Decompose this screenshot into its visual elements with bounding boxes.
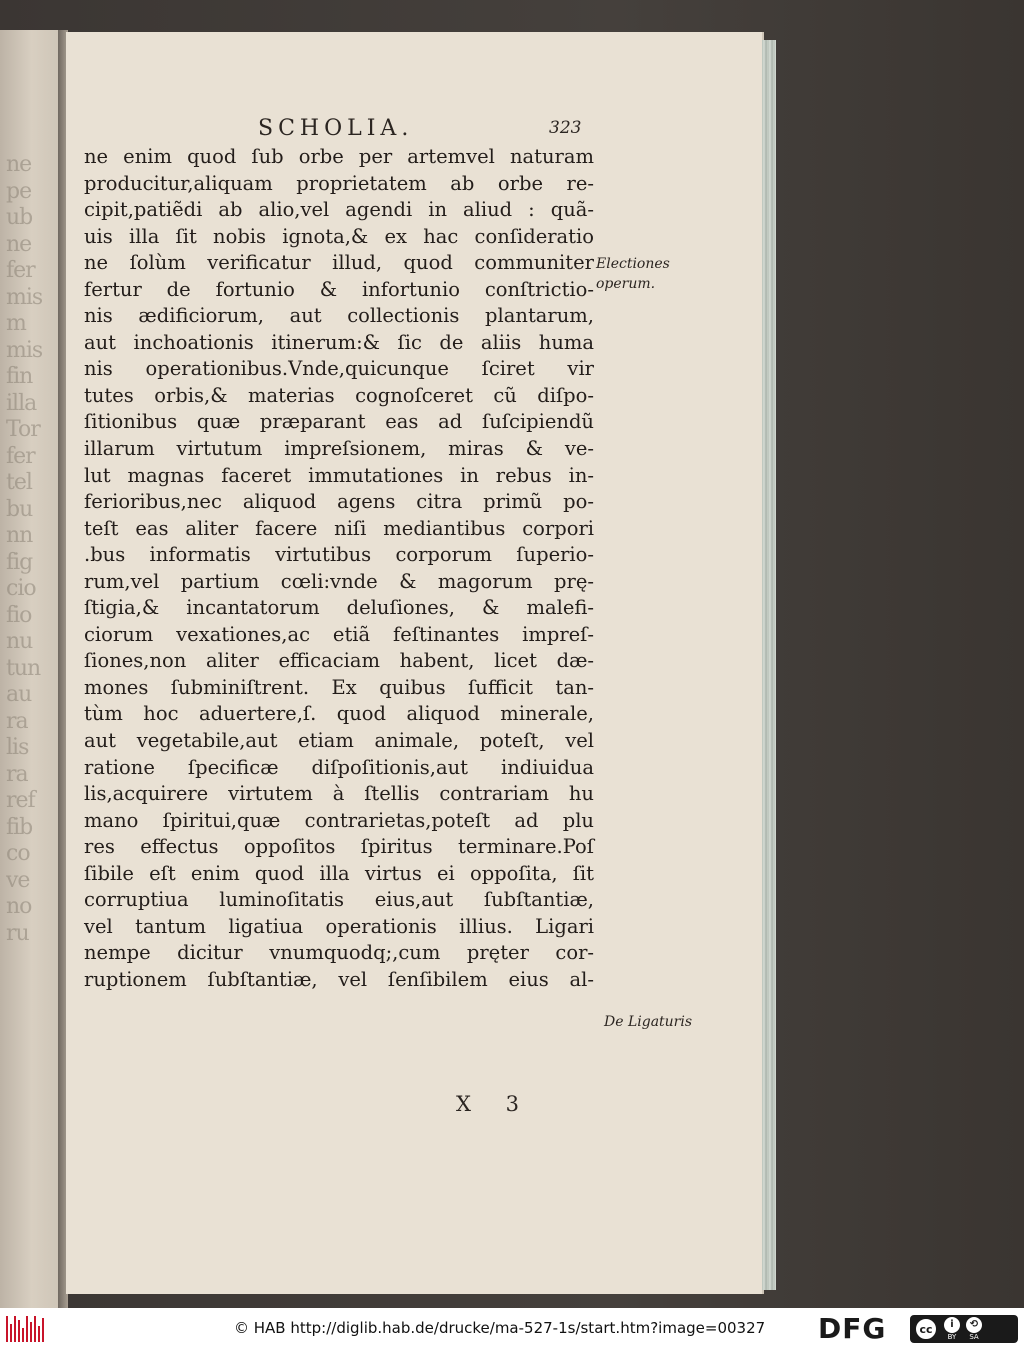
text-line: nis operationibus.Vnde,quicunque ſciret vir xyxy=(84,357,594,381)
text-line: tutes orbis,& materias cognoſceret cũ diſpo- xyxy=(84,383,594,407)
text-line: mones ſubminiſtrent. Ex quibus ſufficit tan- xyxy=(84,675,594,699)
facing-page-fragment: ra xyxy=(6,708,28,734)
facing-page-fragment: ref xyxy=(6,788,35,813)
marginal-note-line: operum. xyxy=(596,276,656,292)
facing-page-fragment: illa xyxy=(6,390,37,416)
facing-page-fragment: pe xyxy=(6,178,32,204)
text-line: nis ædificiorum, aut collectionis plantarum, xyxy=(84,304,594,328)
facing-page-fragment: lis xyxy=(6,735,29,760)
facing-page-fragment: tel xyxy=(6,470,32,495)
facing-page-fragment: no xyxy=(6,894,32,919)
text-line: corruptiua luminoſitatis eius,aut ſubſtantiæ, xyxy=(84,888,594,912)
facing-page-fragment: fin xyxy=(6,364,33,389)
text-line: res effectus oppoſitos ſpiritus terminare.Poſ xyxy=(84,835,594,859)
text-line: ſibile eſt enim quod illa virtus ei oppoſita, ſit xyxy=(84,861,594,885)
text-line: uis illa ſit nobis ignota,& ex hac conſideratio xyxy=(84,224,594,248)
facing-page-fragment: mis xyxy=(6,284,43,310)
text-line: ne enim quod ſub orbe per artemvel naturam xyxy=(84,145,594,168)
facing-page-fragment: ve xyxy=(6,867,30,893)
cc-license-badge[interactable] xyxy=(910,1315,1018,1343)
text-line: ferioribus,nec aliquod agens citra primũ po- xyxy=(84,490,594,514)
text-line: ſiones,non aliter efficaciam habent, licet dæ- xyxy=(84,649,594,673)
facing-page-fragment: mis xyxy=(6,337,43,363)
facing-page-fragment: fer xyxy=(6,258,35,283)
marginal-note-electiones xyxy=(596,254,670,294)
facing-page-fragment: nu xyxy=(6,629,33,654)
footer-bar xyxy=(0,1308,1024,1350)
text-line: producitur,aliquam proprietatem ab orbe re- xyxy=(84,171,594,195)
by-person-icon: i xyxy=(944,1317,960,1333)
signature-mark: X 3 xyxy=(456,1092,533,1116)
sa-label: SA xyxy=(969,1333,979,1341)
facing-page-fragment: nn xyxy=(6,523,33,548)
hab-logo-icon xyxy=(6,1316,48,1342)
facing-page-fragment: fer xyxy=(6,443,35,469)
cc-sa-icon xyxy=(966,1317,982,1341)
facing-page-fragment: fib xyxy=(6,814,33,840)
text-line: ratione ſpecificæ diſpoſitionis,aut indiuidua xyxy=(84,755,594,779)
text-line: ſitionibus quæ præparant eas ad ſuſcipiendũ xyxy=(84,410,594,434)
cc-by-icon xyxy=(944,1317,960,1341)
facing-page-fragment: m xyxy=(6,311,26,336)
text-line: vel tantum ligatiua operationis illius. Ligari xyxy=(84,914,594,938)
text-line: ruptionem ſubſtantiæ, vel ſenſibilem eius al- xyxy=(84,967,594,991)
facing-page-fragment: ru xyxy=(6,920,29,946)
facing-page-fragment: tun xyxy=(6,655,41,681)
text-line: illarum virtutum impreſsionem, miras & ve- xyxy=(84,437,594,461)
marginal-note-ligaturis: De Ligaturis xyxy=(604,1014,693,1030)
body-text xyxy=(84,144,594,994)
text-line: ſtigia,& incantatorum deluſiones, & malefi- xyxy=(84,596,594,620)
dfg-logo[interactable]: DFG xyxy=(818,1312,887,1345)
facing-page-fragment: fig xyxy=(6,549,33,575)
running-head: SCHOLIA. xyxy=(258,116,414,141)
text-line: mano ſpiritui,quæ contrarietas,poteſt ad plu xyxy=(84,808,594,832)
text-line: tùm hoc aduertere,ſ. quod aliquod minerale, xyxy=(84,702,594,726)
marginal-note-line: Electiones xyxy=(596,256,670,272)
text-line: ciorum vexationes,ac etiã feſtinantes impreſ- xyxy=(84,622,594,646)
text-line: ne ſolùm verificatur illud, quod communiter xyxy=(84,251,594,275)
text-line: rum,vel partium cœli:vnde & magorum prę- xyxy=(84,569,594,593)
facing-page-fragment: au xyxy=(6,682,32,707)
by-label: BY xyxy=(947,1333,957,1341)
text-line: .bus informatis virtutibus corporum ſuperio- xyxy=(84,543,594,567)
text-line: aut vegetabile,aut etiam animale, poteſt, vel xyxy=(84,729,594,753)
text-line: cipit,patiẽdi ab alio,vel agendi in aliud : quã- xyxy=(84,198,594,222)
cc-icon: cc xyxy=(914,1317,938,1341)
facing-page-fragment: ub xyxy=(6,205,33,230)
facing-page-fragment: ne xyxy=(6,231,32,257)
text-line: lut magnas faceret immutationes in rebus in- xyxy=(84,463,594,487)
text-line: teſt eas aliter facere niſi mediantibus corpori xyxy=(84,516,594,540)
facing-page-edge xyxy=(0,30,60,1308)
facing-page-fragment: ne xyxy=(6,152,32,177)
facing-page-fragment: cio xyxy=(6,576,36,601)
text-line: nempe dicitur vnumquodq;,cum pręter cor- xyxy=(84,941,594,965)
facing-page-fragment: co xyxy=(6,841,30,866)
text-line: fertur de fortunio & infortunio conſtrictio- xyxy=(84,277,594,301)
facing-page-fragment: bu xyxy=(6,496,33,522)
text-line: lis,acquirere virtutem à ſtellis contrariam hu xyxy=(84,782,594,806)
page-block-edge xyxy=(762,40,776,1290)
facing-page-fragment: Tor xyxy=(6,417,40,442)
sa-share-icon: ⟲ xyxy=(966,1317,982,1333)
facing-page-fragment: ra xyxy=(6,761,28,787)
page-number: 323 xyxy=(549,118,582,138)
copyright-link[interactable]: © HAB http://diglib.hab.de/drucke/ma-527-1s/start.htm?image=00327 xyxy=(234,1319,766,1337)
facing-page-fragment: fio xyxy=(6,602,32,628)
text-line: aut inchoationis itinerum:& ſic de aliis huma xyxy=(84,330,594,354)
